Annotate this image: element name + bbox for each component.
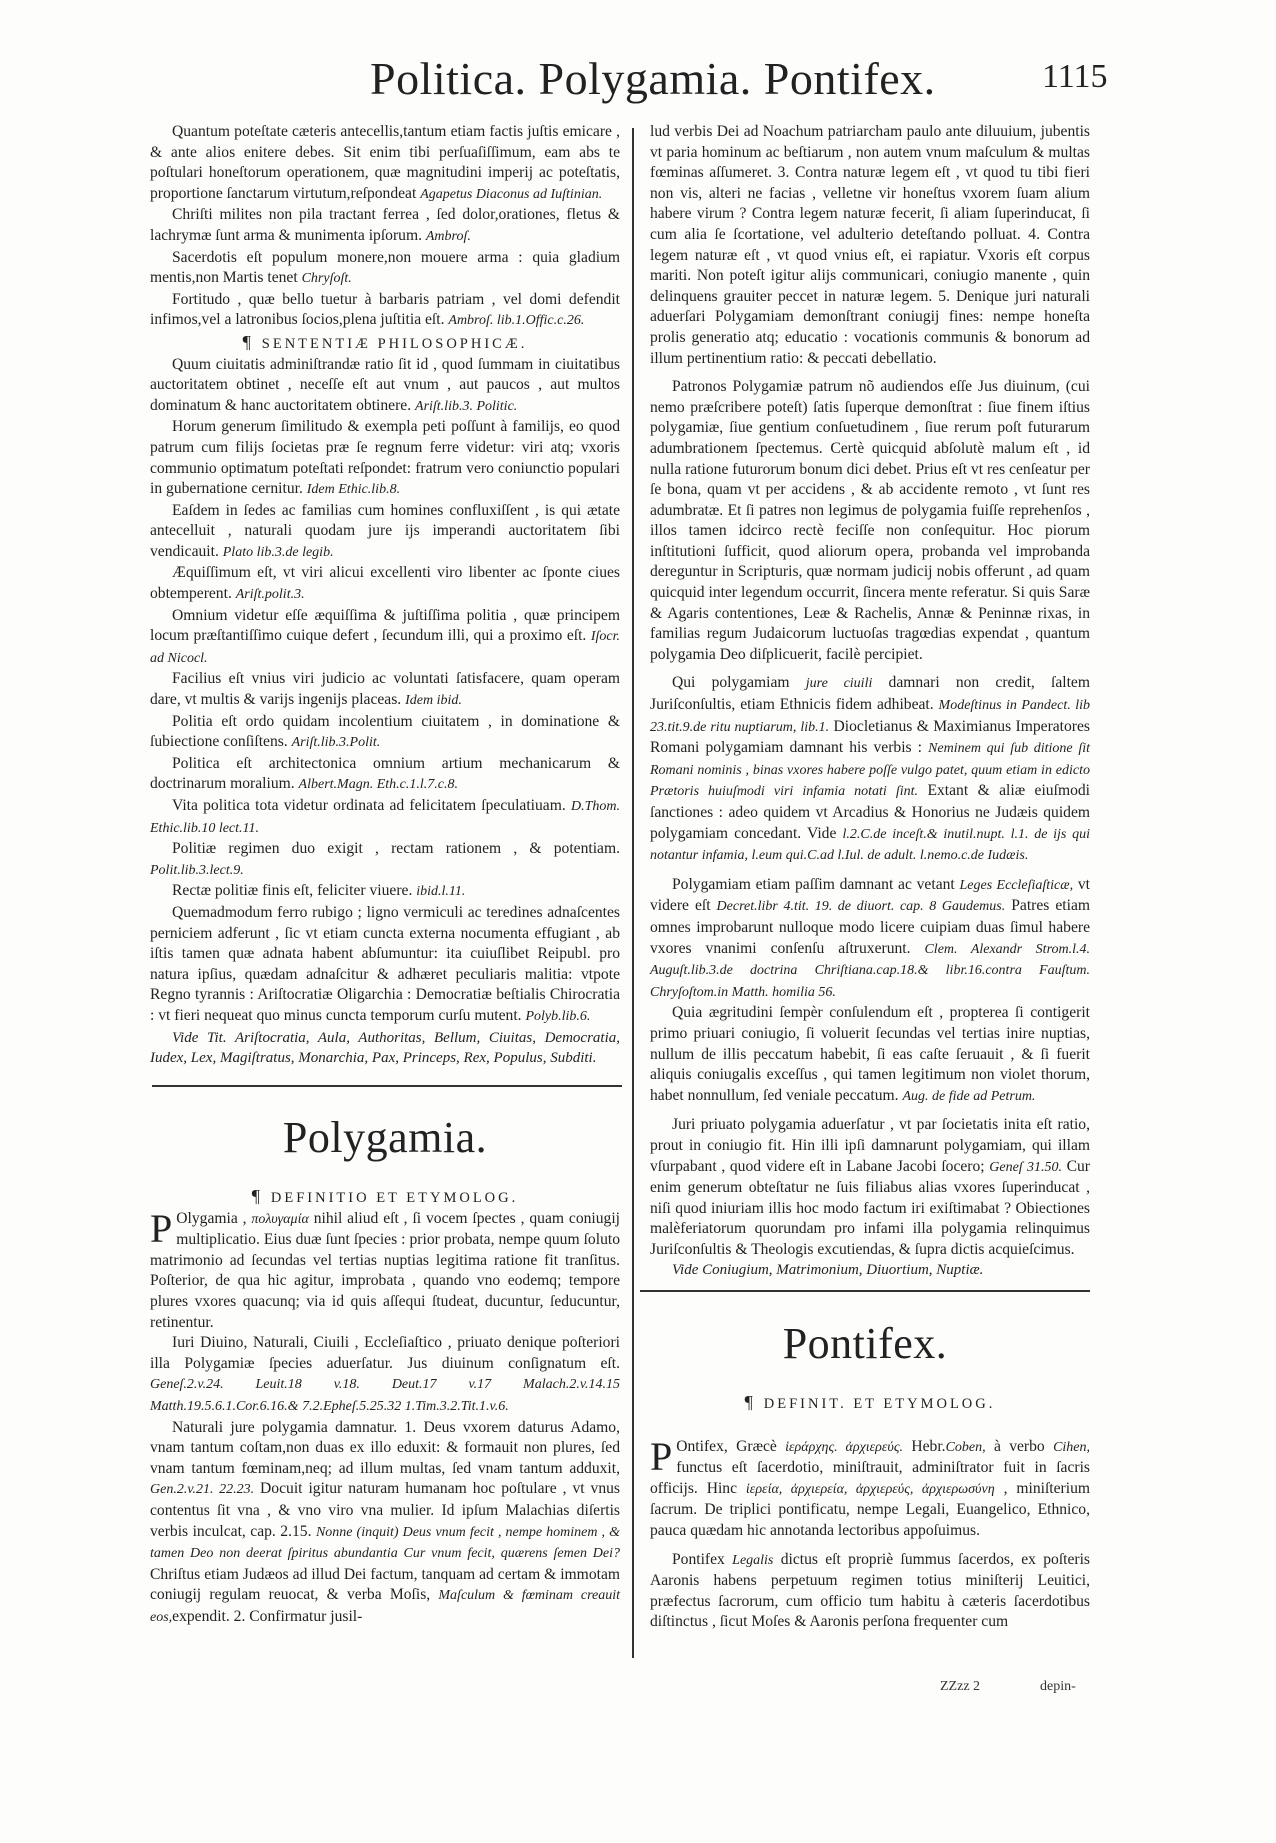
pilcrow-icon: ¶ [251, 1186, 263, 1206]
paragraph [150, 563, 620, 605]
citation: Ambroſ. [425, 228, 471, 244]
definition-paragraph [150, 1205, 621, 1334]
paragraph [150, 501, 620, 564]
paragraph [150, 1333, 620, 1417]
text-run: Horum generum ſimilitudo & exempla peti poſſunt à familijs, eo quod patrum cum filijs ſocietas præ ſe regnum ferre videtur: viri atq; vxoris communio optimatum poteſtati reſpondet: fratrum vero coniunctio populari in gubernatione cernitur. [150, 418, 620, 498]
text-run: dictus eſt propriè ſummus ſacerdos, ex poſteris Aaronis habens perpetuum regimen totius miniſterij Leuitici, præfectus ſacrorum, cum officio tum habitu à cæteris ſacerdotibus diſtinctus , ſicut Moſes & Aaronis perſona frequenter cum [650, 1550, 1090, 1631]
paragraph [650, 673, 1090, 866]
text-run: Diocletianus & Maximianus Imperatores Romani polygamiam damnant his verbis : [650, 717, 1090, 757]
see-also-polygamia: Vide Coniugium, Matrimonium, Diuortium, Nuptiæ. [672, 1262, 984, 1279]
text-run: Olygamia , [176, 1209, 252, 1227]
paragraph [150, 754, 620, 796]
text-run: à verbo [985, 1437, 1054, 1455]
text-run: Politica eſt architectonica omnium artium mechanicarum & doctrinarum moralium. [150, 754, 620, 793]
text-run: , miniſterium ſacrum. De triplici pontificatu, nempe Legali, Euangelico, Ethnico, pauca quædam hic annotanda lectoribus appoſuimus. [650, 1479, 1090, 1539]
citation: ibid.l.11. [416, 884, 466, 900]
citation: Gen.2.v.21. 22.23. [150, 1482, 255, 1498]
paragraph [650, 1550, 1090, 1633]
citation: Geneſ.2.v.24. Leuit.18 v.18. Deut.17 v.17 Malach.2.v.14.15 Matth.19.5.6.1.Cor.6.16.& 7.2.Epheſ.5.25.32 1.Tim.3.2.Tit.1.v.6. [150, 1377, 620, 1414]
section-rule-left [152, 1085, 622, 1087]
paragraph [150, 712, 620, 754]
drop-cap: P [650, 1433, 673, 1479]
text-run: vt videre eſt [650, 875, 1090, 915]
pilcrow-icon: ¶ [744, 1392, 756, 1412]
text-run: Sacerdotis eſt populum monere,non mouere arma : quia gladium mentis,non Martis tenet [150, 248, 620, 287]
text-run: Quum ciuitatis adminiſtrandæ ratio ſit id , quod ſummam in ciuitatibus auctoritatem obtinet , neceſſe eſt aut vnum , aut paucos , aut multos dominatum & hanc auctoritatem obtinere. [150, 355, 620, 414]
text-run: Hebr. [903, 1437, 946, 1455]
text-run: Iuri Diuino, Naturali, Ciuili , Eccleſiaſtico , priuato denique poſteriori illa Polygamiæ ſpecies aduerſatur. Jus diuinum conſignatum eſt. [150, 1334, 620, 1372]
citation: Decret.libr 4.tit. 19. de diuort. cap. 8 Gaudemus. [716, 899, 1006, 915]
text-run: expendit. 2. Confirmatur jusil- [172, 1607, 363, 1625]
citation: Legalis [732, 1552, 774, 1568]
paragraph [150, 903, 620, 1028]
text-run: Æquiſſimum eſt, vt viri alicui excellenti viro libenter ac ſponte ciues obtemperent. [150, 564, 620, 603]
text-run: Politia eſt ordo quidam incolentium ciuitatem , in dominatione & ſubiectione conſiſtens. [150, 712, 620, 751]
drop-cap: P [150, 1205, 173, 1251]
text-run: Extant & aliæ eiuſmodi ſanctiones : adeo quidem vt Arcadius & Honorius ne Judæis quidem polygamiam concedant. Vide [650, 782, 1090, 842]
text-run: Quantum poteſtate cæteris antecellis,tantum etiam factis juſtis emicare , & ante alios enitere debes. Sit enim tibi perſuaſiſſimum, eam abs te poſtulari honeſtorum operationem, quæ magnitudini imperij ac poteſtatis, proportione ſanctarum virtutum,reſpondeat [150, 123, 620, 202]
text-run: Vita politica tota videtur ordinata ad felicitatem ſpeculatiuam. [172, 797, 571, 814]
citation: jure ciuili [805, 676, 873, 692]
polygamia-body [150, 1186, 620, 1628]
paragraph [150, 205, 620, 247]
hebrew-term: Coben, [945, 1439, 986, 1455]
citation: Chryſoſt. [301, 271, 352, 287]
paragraph [150, 1418, 620, 1629]
running-title: Politica. Polygamia. Pontifex. [370, 53, 936, 104]
citation: Iſocr. ad Nicocl. [150, 629, 620, 666]
citation: Idem Ethic.lib.8. [306, 482, 401, 498]
paragraph: Patronos Polygamiæ patrum nõ audiendos eſſe Jus diuinum, (cui nemo præſcribere poteſt) ſatis ſuperque demonſtrat : ſiue finem iſtius polygamiæ, ſiue gentium conſuetudinem , ſiue rerum poſt futurarum adumbrationem ſpectemus. Certè quicquid abſolutè malum eſt , id nulla ratione futurorum bonum dici debet. Prius eſt vt res cenſeatur per ſe bona, quam vt per accidens , & ab accidente remoto , vt ſunt res adumbratæ. Et ſi patres non legimus de polygamia fuiſſe reprehenſos , illos tamen idcirco rectè feciſſe non conſequitur. Hoc piorum inſtitutioni ſufficit, quod aliorum opera, probanda vel improbanda dereguntur in Scripturis, quæ normam judicij nobis offerunt , ad quam quicquid inter legendum occurrit, ſincera mente referatur. Si quis Saræ & Agaris contentiones, Leæ & Rachelis, Annæ & Peninnæ rixas, in familias regum Judaicorum luctuoſas tragœdias expendat , quantum polygamia Deo diſplicuerit, facilè percipiet. [650, 378, 1090, 663]
text-run: Polygamiam etiam paſſim damnant ac vetant [672, 875, 960, 893]
subheading-definitio [150, 1186, 620, 1209]
text-run: functus eſt ſacerdotio, miniſtrauit, adminiſtrator fuit in ſacris officijs. Hinc [650, 1459, 1090, 1497]
text-run: Juri priuato polygamia aduerſatur , vt par ſocietatis inita eſt ratio, prout in coniugio fit. Hin illi ipſi damnarunt polygamiam, qui illam vſurpabant , quod videre eſt in Labane Jacobi ſocero; [650, 1116, 1090, 1175]
text-run: Politiæ regimen duo exigit , rectam rationem , & potentiam. [172, 840, 620, 858]
text-run: Rectæ politiæ finis eſt, feliciter viuere. [172, 882, 417, 900]
paragraph [650, 875, 1090, 1004]
column-divider [632, 128, 634, 1658]
greek-term: ἱεράρχης. ἀρχιερεύς. [785, 1439, 904, 1455]
citation: Aug. de fide ad Petrum. [902, 1088, 1036, 1104]
subheading-text: DEFINIT. ET ETYMOLOG. [763, 1396, 996, 1412]
text-run: Omnium videtur eſſe æquiſſima & juſtiſſima politia , quæ principem locum præſtantiſſimo cuique defert , ſecundum illi, qui a proximo eſt. [150, 606, 620, 645]
right-column [650, 122, 1090, 1281]
subheading-sententiae [150, 332, 620, 355]
paragraph [150, 417, 620, 500]
section-title-polygamia: Polygamia. [282, 1113, 488, 1162]
subheading-text: DEFINITIO ET ETYMOLOG. [270, 1190, 519, 1206]
paragraph [650, 1115, 1090, 1260]
citation: Clem. Alexandr Strom.l.4. Auguſt.lib.3.de doctrina Chriſtiana.cap.18.& libr.16.contra Fauſtum. Chryſoſtom.in Matth. homilia 56. [650, 941, 1090, 1000]
text-run: nihil aliud eſt , ſi vocem ſpectes , quam coniugij multiplicatio. Eius duæ ſunt ſpecies : prior probata, nempe quum ſoluto matrimonio ad ſecundas vel tertias nuptias legitima ratione fit tranſitus. Poſterior, de qua hic agitur, improbata , quando vno eodemq; tempore plures vxores quacunq; via id quis aſſequi ſtudeat, ducuntur, ſeducuntur, retinentur. [150, 1209, 621, 1331]
citation: Idem ibid. [405, 693, 462, 709]
catchword: depin- [1040, 1679, 1076, 1694]
philosophical-sentences [150, 355, 620, 1028]
citation: Leges Eccleſiaſticæ, [959, 877, 1074, 893]
paragraph [150, 355, 620, 418]
citation: Polyb.lib.6. [525, 1008, 591, 1024]
citation: Maſculum & fœminam creauit eos, [150, 1588, 620, 1625]
text-run: Docuit igitur naturam humanam hoc poſtulare , vt vnus contentus ſit vna , & vno viro vna mulier. Id ipſum Malachias diſertis verbis inculcat, cap. 2.15. [150, 1480, 621, 1540]
text-run: Quemadmodum ferro rubigo ; ligno vermiculi ac teredines adnaſcentes perniciem adferunt , ſic vt etiam cuncta externa nocumenta effugiant , ab iſtis tamen quæ adnata habent abſumuntur: ita cuiuſlibet Reipubl. pro natura ipſius, quædam adnaſcitur & adhæret peculiaris malitia: vtpote Regno tyrannis : Ariſtocratiæ Oligarchia : Democratiæ beſtialis Chirocratia : vt fieri nequeat quo minus cuncta temporum curſu mutent. [150, 903, 620, 1024]
citation: Nonne (inquit) Deus vnum fecit , nempe hominem , & tamen Deo non deerat ſpiritus abundantia Cur vnum fecit, quærens ſemen Dei? [150, 1524, 620, 1562]
paragraph: lud verbis Dei ad Noachum patriarcham paulo ante diluuium, jubentis vt paria hominum ac beſtiarum , non autem vnum maſculum & multas fœminas aſſumeret. 3. Contra naturæ legem eſt , vt quod tu tibi fieri non vis, alteri ne facias , velletne vir honeſtus vxorem ſuam alium habere virum ? Contra legem naturæ fecerit, ſi aliam ſuperinducat, ſi cum alia ſe ſcortatione, vel adulterio deteſtando polluat. 4. Contra legem naturæ eſt , vt quod vnius eſt, ei rapiatur. Vxoris eſt corpus mariti. Non poteſt igitur alijs communicari, coniugio manente , quin delinquens grauiter peccet in naturæ legem. 5. Denique juri naturali aduerſari Polygamiam demonſtrant coniugij fines: nempe honeſta prolis generatio atq; educatio : vocationis communis & bonorum ad illum pertinentium ratio: & peccati debellatio. [650, 123, 1090, 367]
citation: Agapetus Diaconus ad Iuſtinian. [420, 186, 603, 202]
hebrew-term: Cihen, [1053, 1439, 1091, 1455]
text-run: Chriſti milites non pila tractant ferrea , ſed dolor,orationes, fletus & lachrymæ ſunt arma & munimenta ipſorum. [150, 206, 620, 244]
paragraph [150, 839, 620, 881]
citation: Ariſt.lib.3.Polit. [291, 735, 381, 751]
subheading-text: SENTENTIÆ PHILOSOPHICÆ. [261, 335, 528, 352]
text-run: Cur enim generum obteſtatur ne ſuis filiabus alias vxores ſuperinducat , niſi quod iniuriam illis hoc modo factum iri exiſtimabat ? Obiectiones malèferiatorum quorundam pro infami illa polygamia relinquimus Juriſconſultis & Theologis excutiendas, & ſupra dictis acquieſcimus. [650, 1157, 1090, 1258]
greek-term: ἱερεία, ἀρχιερεία, ἀρχιερεύς, ἀρχιερωσύνη [745, 1481, 995, 1497]
citation: Geneſ 31.50. [989, 1159, 1062, 1175]
text-run: Chriſtus etiam Judæos ad illud Dei factum, tanquam ad certam & immotam coniugij regulam reuocat, & verba Moſis, [150, 1565, 620, 1604]
polygamia-arguments [150, 1333, 620, 1628]
citation: Ariſt.lib.3. Politic. [415, 398, 518, 414]
page-number: 1115 [1042, 58, 1108, 95]
left-column [150, 122, 620, 1069]
text-run: Pontifex [672, 1550, 733, 1568]
paragraph [650, 1003, 1090, 1107]
citation: l.2.C.de inceſt.& inutil.nupt. l.1. de ijs qui notantur infamia, l.eum qui.C.ad l.Iul. de adult. l.nemo.c.de Iudæis. [650, 826, 1090, 864]
citation: Ariſt.polit.3. [235, 587, 305, 603]
text-run: Eaſdem in ſedes ac familias cum homines confluxiſſent , is qui ætate antecelluit , naturali quodam jure ijs imperandi auctoritatem ſibi vendicauit. [150, 501, 620, 560]
pilcrow-icon: ¶ [242, 331, 254, 352]
text-run: Patres etiam omnes improbarunt nulloque modo licere cuipiam duas ſimul habere vxores vnanimi conſenſu aſtruxerunt. [650, 897, 1090, 957]
definition-paragraph [650, 1433, 1091, 1542]
subheading-definit [650, 1392, 1090, 1415]
text-run: Qui polygamiam [672, 674, 806, 692]
citation: Polit.lib.3.lect.9. [150, 862, 244, 878]
section-rule-right [640, 1290, 1090, 1292]
paragraph [150, 881, 620, 903]
text-run: Ontifex, Græcè [676, 1437, 786, 1455]
paragraph [150, 248, 620, 290]
paragraph [150, 796, 620, 839]
text-run: Quia ægritudini ſempèr conſulendum eſt , propterea ſi contigerit primo priuari coniugio, ſi voluerit ſecundas vel tertias inire nuptias, nullum de illis peccatum habebit, ſi eas caſte ſeruauit , & ſi fuerit aliquis coniugalis exceſſus , qui tamen legitimum non violet thorum, habet nonnullum, ſed veniale peccatum. [650, 1004, 1090, 1104]
politica-quotes [150, 122, 620, 332]
text-run: damnari non credit, ſaltem Juriſconſultis, etiam Ethnicis fidem adhibeat. [650, 674, 1090, 714]
see-also-politica: Vide Tit. Ariſtocratia, Aula, Authoritas, Bellum, Ciuitas, Democratia, Iudex, Lex, Magiſtratus, Monarchia, Pax, Princeps, Rex, Populus, Subditi. [150, 1029, 620, 1067]
paragraph [150, 669, 620, 711]
pontifex-body [650, 1392, 1090, 1633]
citation: Modeſtinus in Pandect. lib 23.tit.9.de ritu nuptiarum, lib.1. [650, 698, 1090, 735]
paragraph [150, 122, 620, 205]
paragraph [150, 606, 620, 670]
citation: Ambroſ. lib.1.Offic.c.26. [448, 313, 585, 329]
text-run: Naturali jure polygamia damnatur. 1. Deus vxorem daturus Adamo, vnam tantum coſtam,non duas ex illo eduxit: & formauit non plures, ſed vnam tantum fœminam,neq; ad illum multas, ſed vnam tantum adduxit, [150, 1418, 620, 1477]
greek-term: πολυγαμία [251, 1211, 309, 1227]
signature-mark: ZZzz 2 [940, 1679, 981, 1694]
text-run: Facilius eſt vnius viri judicio ac voluntati ſatisfacere, quam operam dare, vt multis & varijs ingenijs placeas. [150, 670, 620, 709]
citation: Plato lib.3.de legib. [222, 544, 334, 560]
citation: D.Thom. Ethic.lib.10 lect.11. [150, 799, 620, 836]
citation: Albert.Magn. Eth.c.1.l.7.c.8. [298, 777, 458, 793]
text-run: Fortitudo , quæ bello tuetur à barbaris patriam , vel domi defendit infimos,vel a latronibus ſocios,plena juſtitia eſt. [150, 290, 620, 329]
section-title-pontifex: Pontifex. [782, 1319, 948, 1368]
paragraph [150, 290, 620, 332]
citation: Neminem qui ſub ditione ſit Romani nominis , binas vxores habere poſſe vulgo patet, quum etiam in edicto Prætoris huiuſmodi viri infamia notati ſint. [650, 741, 1090, 800]
